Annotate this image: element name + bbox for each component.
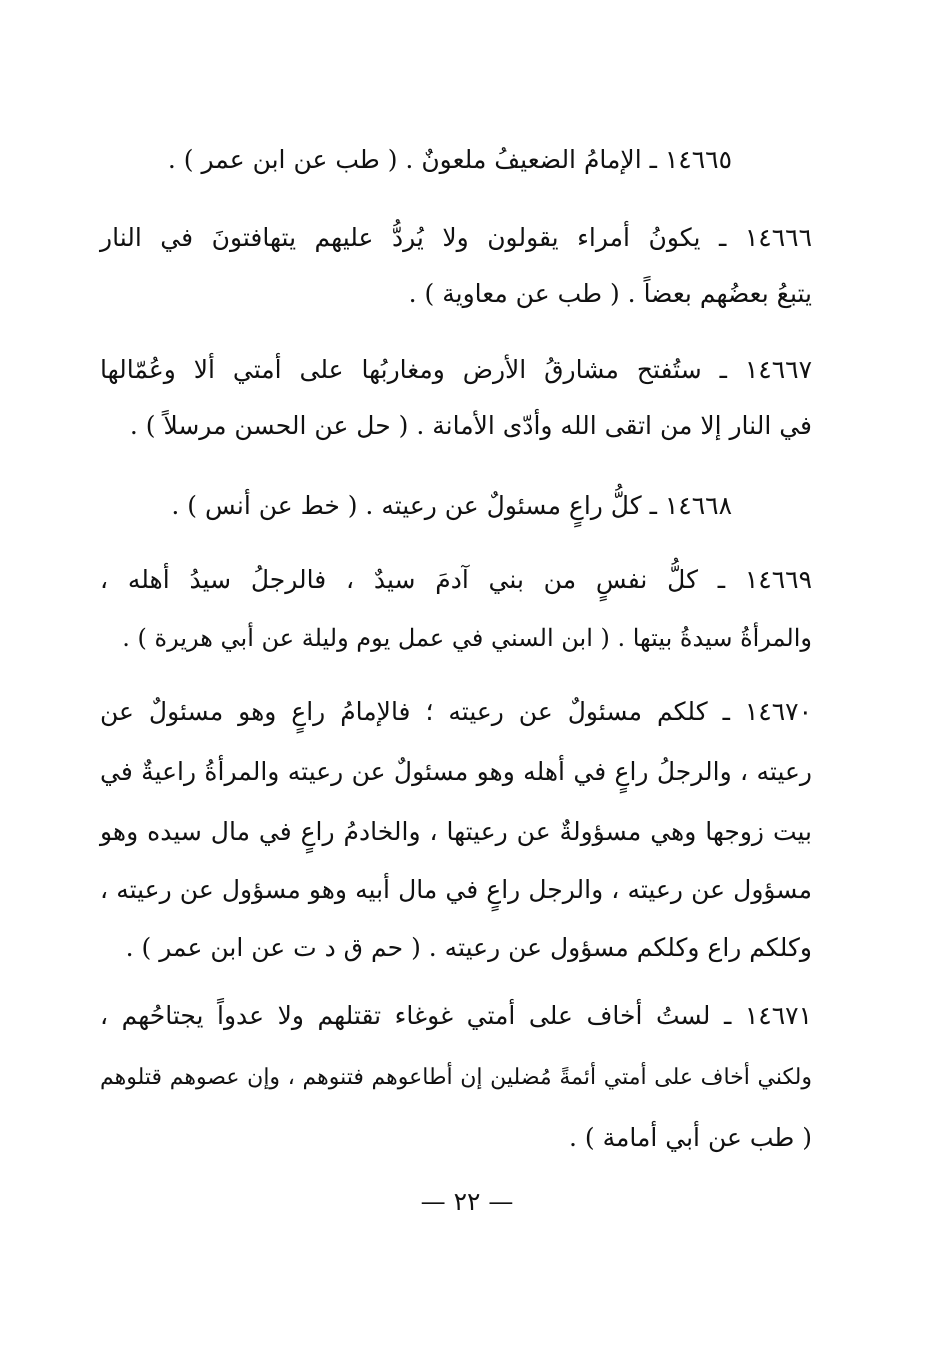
hadith-line: ١٤٦٦٨ ـ كلُّ راعٍ مسئولٌ عن رعيته . ( خط عن أنس ) .	[171, 491, 732, 520]
hadith-line: ( طب عن أبي أمامة ) .	[568, 1123, 812, 1152]
hadith-line: ١٤٦٦٦ ـ يكونُ أمراء يقولون ولا يُردُّ عليهم يتهافتونَ في النار	[100, 223, 812, 252]
hadith-14671	[100, 996, 812, 1166]
hadith-line: ولكني أخاف على أمتي أئمةً مُضلين إن أطاعوهم فتنوهم ، وإن عصوهم قتلوهم	[100, 1065, 812, 1090]
hadith-line: يتبعُ بعضُهم بعضاً . ( طب عن معاوية ) .	[408, 279, 812, 308]
hadith-line: رعيته ، والرجلُ راعٍ في أهله وهو مسئولٌ عن رعيته والمرأةُ راعيةٌ في	[100, 757, 812, 786]
hadith-14668	[100, 486, 812, 526]
page-number: — ٢٢ —	[420, 1187, 514, 1216]
hadith-line: مسؤول عن رعيته ، والرجل راعٍ في مال أبيه وهو مسؤول عن رعيته ،	[100, 875, 812, 904]
hadith-line: والمرأةُ سيدةُ بيتها . ( ابن السني في عمل يوم وليلة عن أبي هريرة ) .	[122, 624, 812, 652]
hadith-14665	[100, 140, 812, 180]
hadith-line: ١٤٦٧١ ـ لستُ أخاف على أمتي غوغاء تقتلهم ولا عدواً يجتاحُهم ،	[100, 1001, 812, 1030]
hadith-14670	[100, 692, 812, 982]
hadith-line: بيت زوجها وهي مسؤولةٌ عن رعيتها ، والخادمُ راعٍ في مال سيده وهو	[100, 817, 812, 846]
hadith-14666	[100, 218, 812, 318]
hadith-14669	[100, 560, 812, 660]
hadith-14667	[100, 350, 812, 450]
hadith-line: وكلكم راع وكلكم مسؤول عن رعيته . ( حم ق د ت عن ابن عمر ) .	[125, 933, 812, 962]
hadith-line: ١٤٦٧٠ ـ كلكم مسئولٌ عن رعيته ؛ فالإمامُ راعٍ وهو مسئولٌ عن	[100, 697, 812, 726]
hadith-line: في النار إلا من اتقى الله وأدّى الأمانة . ( حل عن الحسن مرسلاً ) .	[129, 411, 812, 440]
hadith-line: ١٤٦٦٩ ـ كلُّ نفسٍ من بني آدمَ سيدٌ ، فالرجلُ سيدُ أهله ،	[100, 565, 812, 594]
hadith-line: ١٤٦٦٧ ـ ستُفتح مشارقُ الأرض ومغاربُها على أمتي ألا وعُمّالها	[100, 355, 812, 384]
hadith-line: ١٤٦٦٥ ـ الإمامُ الضعيفُ ملعونٌ . ( طب عن ابن عمر ) .	[167, 145, 732, 174]
